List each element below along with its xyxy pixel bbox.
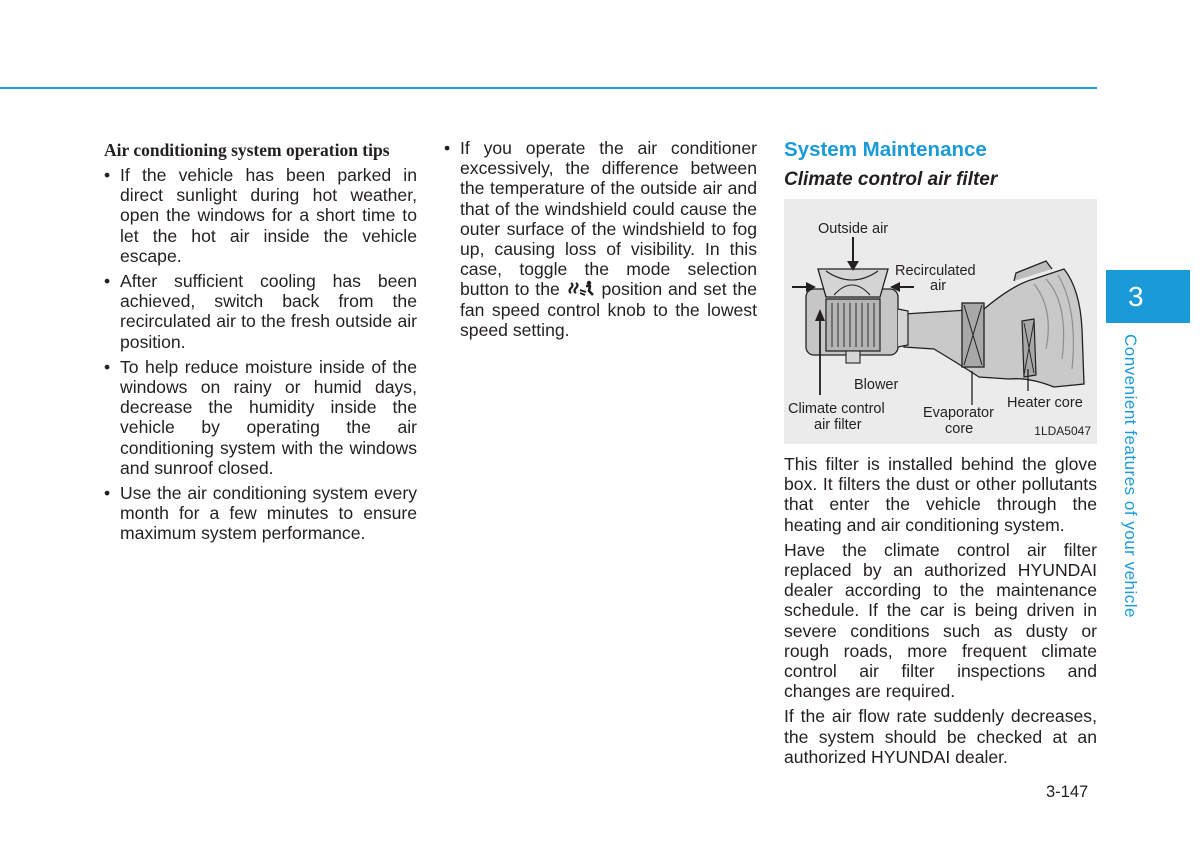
tips-heading: Air conditioning system operation tips [104, 140, 390, 160]
header-rule [0, 87, 1097, 89]
middle-column [444, 138, 757, 345]
label-climate-filter-1: Climate control [788, 401, 885, 417]
tips-list-continued [444, 138, 757, 340]
air-filter-diagram [784, 199, 1097, 444]
label-recirculated-2: air [930, 278, 947, 294]
tip-item: • To help reduce moisture inside of the windows on rainy or humid days, decrease the humidity inside the vehicle by operating the air conditioning system with the windows and sunroof closed. [104, 357, 417, 478]
blower-fan [826, 299, 880, 351]
chapter-title: Convenient features of your vehicle [1121, 334, 1140, 618]
label-blower: Blower [854, 377, 899, 393]
label-evaporator-2: core [945, 421, 974, 437]
tip-item: • If the vehicle has been parked in direct sunlight during hot weather, open the windows for a short time to let the hot air inside the vehicle escape. [104, 165, 417, 266]
tip-text-before-icon: If you operate the air conditioner excessively, the difference between the temperature of the outside air and that of the windshield could cause the outer surface of the windshield to fog up, causing loss of visibility. In this case, toggle the mode selection button to the [460, 138, 757, 300]
label-climate-filter-2: air filter [814, 417, 862, 433]
paragraph: This filter is installed behind the glove box. It filters the dust or other pollutants that enter the vehicle through the heating and air conditioning system. [784, 454, 1097, 535]
label-recirculated-1: Recirculated [895, 263, 976, 279]
chapter-tab: 3 [1106, 270, 1190, 323]
subsection-title: Climate control air filter [784, 169, 998, 190]
label-heater-core: Heater core [1007, 395, 1083, 411]
label-outside-air: Outside air [818, 221, 889, 237]
left-column [104, 138, 417, 549]
tip-item-defog [444, 138, 757, 340]
defrost-floor-mode-icon [566, 280, 596, 298]
page-number: 3-147 [1046, 783, 1089, 801]
tip-item: • After sufficient cooling has been achieved, switch back from the recirculated air to the fresh outside air position. [104, 271, 417, 352]
paragraph: If the air flow rate suddenly decreases, the system should be checked at an authorized HYUNDAI dealer. [784, 706, 1097, 767]
right-column [784, 138, 1097, 772]
tips-list [104, 165, 417, 544]
paragraph: Have the climate control air filter replaced by an authorized HYUNDAI dealer according to the maintenance schedule. If the car is being driven in severe conditions such as dusty or rough roads, more frequent climate control air filter inspections and changes are required. [784, 539, 1097, 702]
tip-item: • Use the air conditioning system every month for a few minutes to ensure maximum system performance. [104, 483, 417, 544]
label-evaporator-1: Evaporator [923, 405, 994, 421]
section-title: System Maintenance [784, 138, 987, 161]
figure-code: 1LDA5047 [1034, 424, 1091, 438]
tip-text-after-icon: position and set the fan speed control knob to the lowest speed setting. [460, 279, 757, 340]
